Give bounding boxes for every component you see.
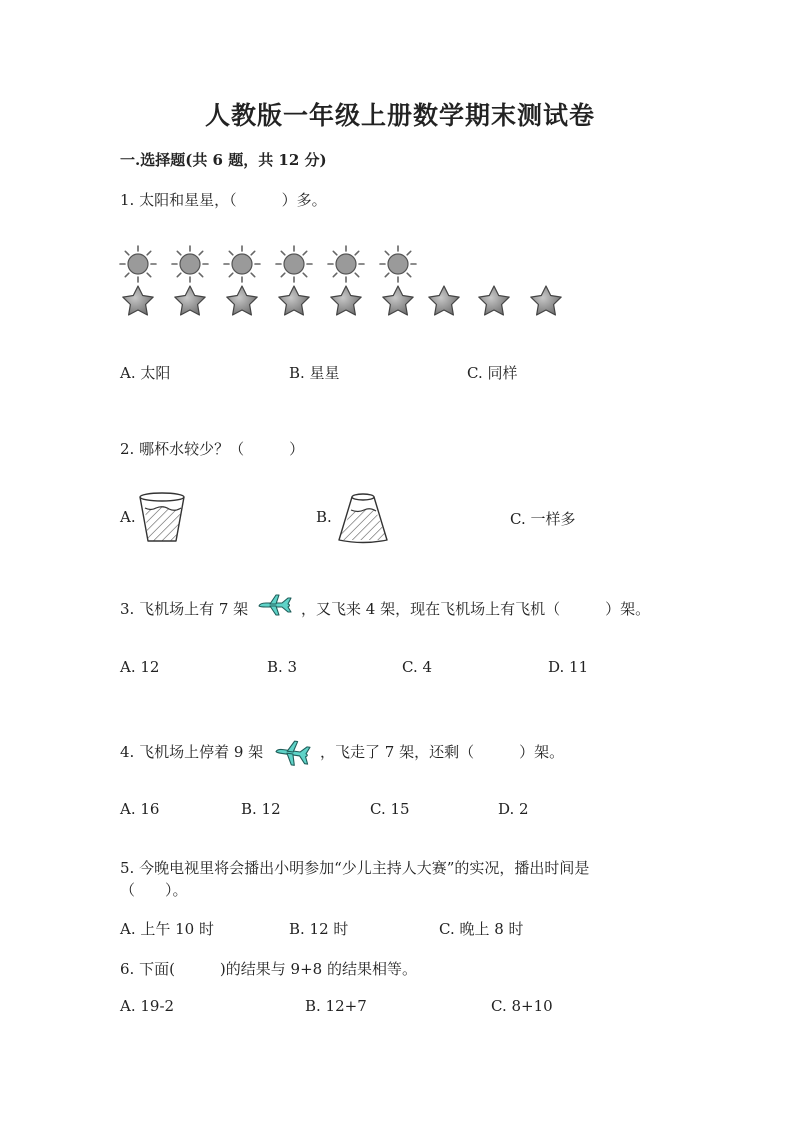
sun-icon <box>224 246 260 282</box>
airplane-icon <box>273 738 313 768</box>
star-icon <box>531 286 561 315</box>
option-5a[interactable]: A. 上午 10 时 <box>120 920 214 938</box>
option-5c[interactable]: C. 晚上 8 时 <box>439 920 524 938</box>
star-icon <box>331 286 361 315</box>
sun-icon <box>172 246 208 282</box>
option-1c[interactable]: C. 同样 <box>467 364 518 382</box>
airplane-icon <box>256 594 294 616</box>
star-row <box>123 286 561 315</box>
option-4a[interactable]: A. 16 <box>120 800 160 818</box>
sun-icon <box>380 246 416 282</box>
question-4-text-after: ，飞走了 7 架，还剩（ ）架。 <box>320 743 565 761</box>
star-icon <box>429 286 459 315</box>
option-2b[interactable]: B. <box>316 508 332 526</box>
sun-icon <box>120 246 156 282</box>
star-icon <box>175 286 205 315</box>
question-1-text: 1. 太阳和星星，（ ）多。 <box>120 191 327 209</box>
option-4b[interactable]: B. 12 <box>241 800 281 818</box>
question-2-text: 2. 哪杯水较少？（ ） <box>120 440 305 458</box>
star-icon <box>123 286 153 315</box>
question-3-text-after: ，又飞来 4 架，现在飞机场上有飞机（ ）架。 <box>301 600 651 618</box>
question-4-text-before: 4. 飞机场上停着 9 架 <box>120 743 264 761</box>
option-2a[interactable]: A. <box>120 508 136 526</box>
option-4d[interactable]: D. 2 <box>498 800 529 818</box>
option-5b[interactable]: B. 12 时 <box>289 920 349 938</box>
star-icon <box>279 286 309 315</box>
star-icon <box>227 286 257 315</box>
cone-cup-icon <box>334 490 392 546</box>
option-3b[interactable]: B. 3 <box>267 658 298 676</box>
star-icon <box>383 286 413 315</box>
option-4c[interactable]: C. 15 <box>370 800 410 818</box>
wide-cup-icon <box>136 490 188 546</box>
question-5-text-line1: 5. 今晚电视里将会播出小明参加“少儿主持人大赛”的实况，播出时间是 <box>120 859 590 877</box>
option-3a[interactable]: A. 12 <box>120 658 160 676</box>
option-6a[interactable]: A. 19-2 <box>120 997 175 1015</box>
page-title: 人教版一年级上册数学期末测试卷 <box>204 101 595 130</box>
section-heading: 一.选择题(共 6 题，共 12 分) <box>120 151 327 169</box>
option-3c[interactable]: C. 4 <box>402 658 433 676</box>
question-6-text: 6. 下面( )的结果与 9+8 的结果相等。 <box>120 960 417 978</box>
question-5-text-line2: （ ）。 <box>120 881 188 899</box>
option-6c[interactable]: C. 8+10 <box>491 997 553 1015</box>
option-2c[interactable]: C. 一样多 <box>510 510 576 528</box>
sun-icon <box>328 246 364 282</box>
suns-and-stars-figure <box>118 240 578 326</box>
star-icon <box>479 286 509 315</box>
option-1a[interactable]: A. 太阳 <box>120 364 171 382</box>
option-1b[interactable]: B. 星星 <box>289 364 340 382</box>
sun-icon <box>276 246 312 282</box>
question-1-figure <box>118 240 578 326</box>
sun-row <box>120 246 416 282</box>
option-6b[interactable]: B. 12+7 <box>305 997 367 1015</box>
question-3-text-before: 3. 飞机场上有 7 架 <box>120 600 249 618</box>
option-3d[interactable]: D. 11 <box>548 658 589 676</box>
